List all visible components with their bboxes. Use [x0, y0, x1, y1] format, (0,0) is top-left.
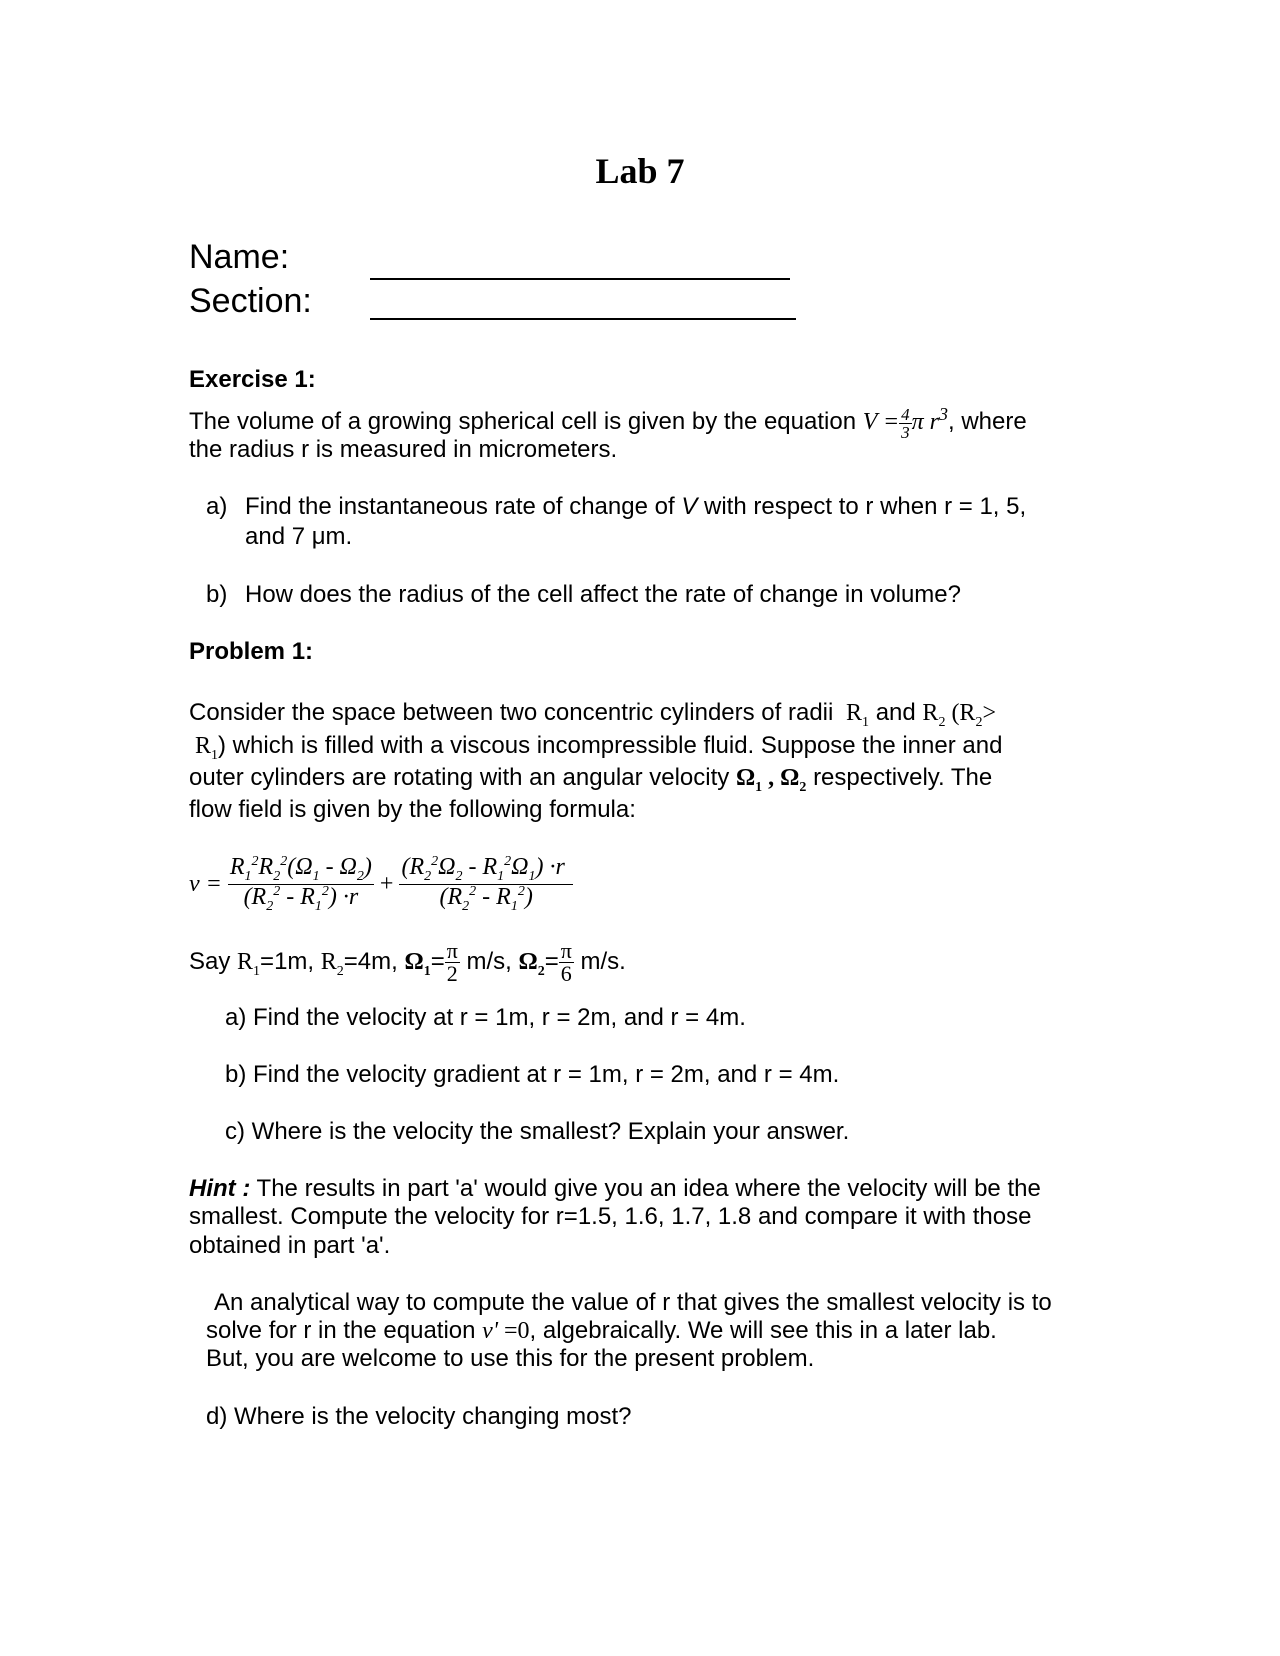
- problem1-para-line4: flow field is given by the following formula:: [189, 796, 636, 823]
- problem1-item-c: c) Where is the velocity the smallest? Explain your answer.: [225, 1118, 850, 1145]
- section-label: Section:: [189, 282, 312, 320]
- problem1-para-text: Consider the space between two concentric cylinders of radii: [189, 699, 834, 726]
- R2-symbol: $R_2$ ($R_2>$: [922, 700, 996, 730]
- derivative-equation: v' =0: [482, 1318, 530, 1344]
- exercise1-item-b: How does the radius of the cell affect the rate of change in volume?: [245, 581, 961, 608]
- ms-unit: m/s,: [466, 947, 512, 975]
- omega1-value: $\Omega_1$: [404, 948, 431, 979]
- problem1-para-l2: ) which is filled with a viscous incompressible fluid. Suppose the inner and: [218, 732, 1003, 759]
- given-values: Say $R_1=1m$, $R_2=4m$, $\Omega_1=$ $\frac{\pi}{2}$ m/s, $\Omega_2=$ $\frac{\pi}{6}$ m/s.: [189, 938, 626, 986]
- analytic-line3: But, you are welcome to use this for the present problem.: [206, 1345, 815, 1372]
- exercise1-item-b-marker: b): [206, 581, 228, 608]
- r1-value: $R_1$: [237, 948, 261, 979]
- page-title: Lab 7: [595, 151, 685, 191]
- say-text: Say: [189, 947, 231, 975]
- var-v: V: [681, 493, 698, 520]
- section-field[interactable]: [370, 318, 796, 320]
- and-text: and: [875, 699, 916, 726]
- formula-term1: $\frac{R_1^2R_2^2(\Omega_1 - \Omega_2)}{(R_2^2 - R_1^2) \cdot r}$: [229, 854, 372, 914]
- exercise1-item-a-text2: with respect to r when r = 1, 5,: [704, 493, 1027, 520]
- R1-symbol: $R_1$: [840, 700, 870, 730]
- analytic-line2: [206, 1316, 997, 1346]
- problem1-heading: Problem 1:: [189, 638, 314, 665]
- velocity-formula: v = $\frac{R_1^2R_2^2(\Omega_1 - \Omega_2)}{(R_2^2 - R_1^2) \cdot r}$ + $\frac{(R_2^2\Omega_2 - R_1^2\Omega_1) \cdot r}{(R_2^2 - R_1^2)}$: [189, 854, 571, 914]
- exercise1-heading: Exercise 1:: [189, 366, 316, 393]
- hint-line3: obtained in part 'a'.: [189, 1232, 391, 1259]
- exercise1-item-a-text1: Find the instantaneous rate of change of: [245, 493, 675, 520]
- problem1-item-b: b) Find the velocity gradient at r = 1m, r = 2m, and r = 4m.: [225, 1061, 840, 1088]
- omega2-value: $\Omega_2$: [518, 948, 545, 979]
- name-field[interactable]: [370, 278, 790, 280]
- name-label: Name:: [189, 238, 290, 276]
- formula-term2: $\frac{(R_2^2\Omega_2 - R_1^2\Omega_1) \cdot r}{(R_2^2 - R_1^2)}$: [401, 854, 571, 914]
- exercise1-item-a: [245, 492, 1026, 522]
- hint-label: Hint :: [189, 1175, 251, 1202]
- problem1-item-d: d) Where is the velocity changing most?: [206, 1403, 632, 1430]
- exercise1-text-b: , where: [948, 408, 1027, 435]
- problem1-item-a: a) Find the velocity at r = 1m, r = 2m, and r = 4m.: [225, 1004, 746, 1031]
- exercise1-text-line2: the radius r is measured in micrometers.: [189, 436, 618, 463]
- hint-line2: smallest. Compute the velocity for r=1.5, 1.6, 1.7, 1.8 and compare it with those: [189, 1203, 1032, 1230]
- omega-symbols: $\Omega_1$ , $\Omega_2$: [735, 765, 807, 795]
- analytic-text-a: solve for r in the equation: [206, 1317, 476, 1344]
- analytic-line1: An analytical way to compute the value of r that gives the smallest velocity is to: [214, 1289, 1052, 1316]
- exercise1-item-a-marker: a): [206, 493, 228, 520]
- hint-line1: [189, 1174, 1041, 1204]
- problem1-para-l3b: respectively. The: [813, 764, 993, 791]
- volume-equation: V = $\frac{4}{3}$ π $r^3$: [862, 404, 949, 442]
- R1-symbol-2: $R_1$: [189, 733, 219, 763]
- hint-text-1: The results in part 'a' would give you an idea where the velocity will be the: [250, 1175, 1041, 1202]
- exercise1-text-a: The volume of a growing spherical cell is given by the equation: [189, 408, 857, 435]
- ms-unit-2: m/s.: [580, 947, 626, 975]
- problem1-para-l3a: outer cylinders are rotating with an angular velocity: [189, 764, 730, 791]
- analytic-text-b: , algebraically. We will see this in a later lab.: [529, 1317, 997, 1344]
- exercise1-item-a-text3: and 7 μm.: [245, 523, 353, 550]
